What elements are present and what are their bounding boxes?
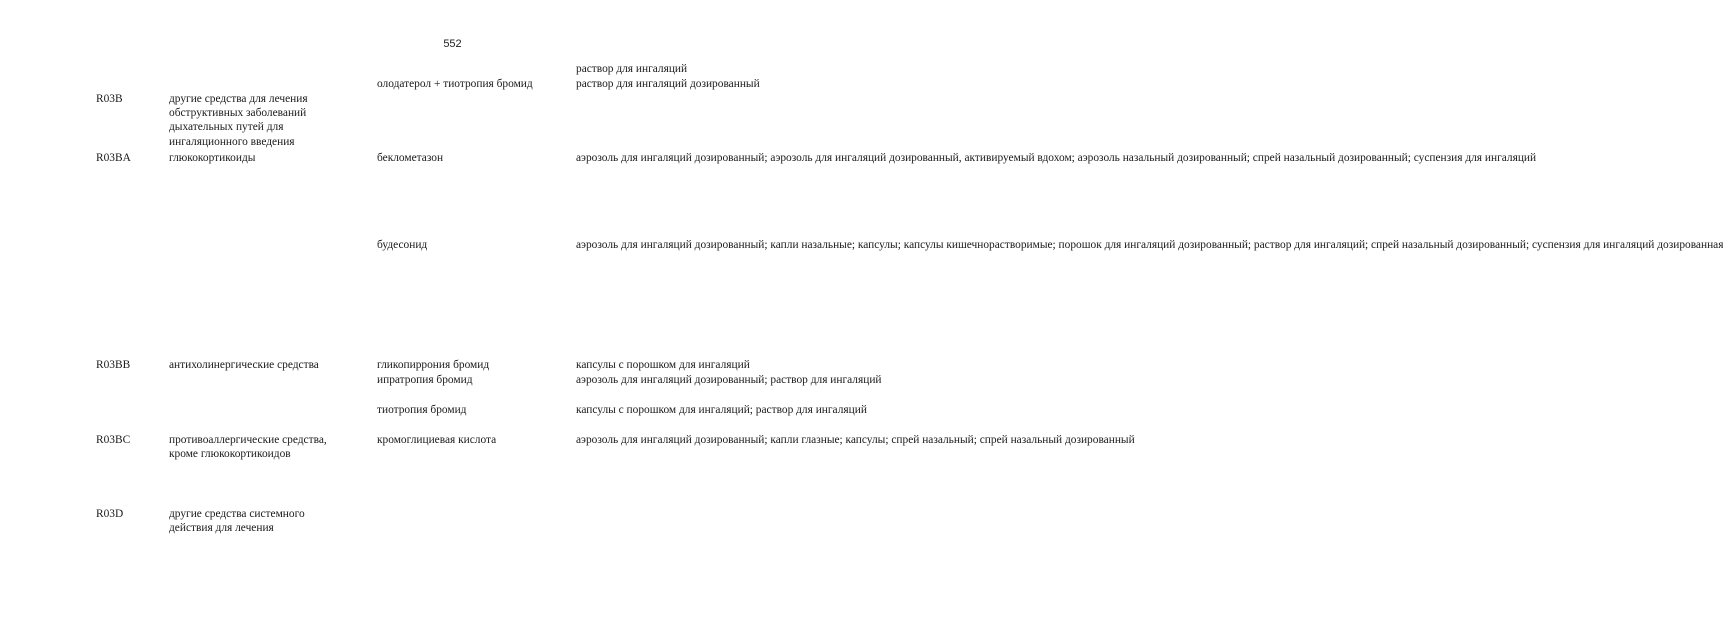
dosage-form-cell: аэрозоль для ингаляций дозированный; раствор для ингаляций bbox=[576, 374, 882, 386]
atc-group-cell: противоаллергические средства, кроме глюкокортикоидов bbox=[169, 434, 327, 461]
drug-name-cell: тиотропия бромид bbox=[377, 404, 467, 416]
drug-name-cell: ипратропия бромид bbox=[377, 374, 473, 386]
dosage-form-cell: аэрозоль для ингаляций дозированный; аэрозоль для ингаляций дозированный, активируемый вдохом; аэрозоль назальный дозированный; спрей назальный дозированный; суспензия для ингаляций bbox=[576, 152, 1537, 164]
dosage-form-cell: раствор для ингаляций bbox=[576, 63, 688, 75]
dosage-form-cell: капсулы с порошком для ингаляций bbox=[576, 359, 750, 371]
atc-code-cell: R03D bbox=[96, 508, 124, 520]
dosage-form-cell: аэрозоль для ингаляций дозированный; капли глазные; капсулы; спрей назальный; спрей назальный дозированный bbox=[576, 434, 1135, 446]
page-number: 552 bbox=[443, 38, 462, 50]
drug-name-cell: кромоглициевая кислота bbox=[377, 434, 497, 446]
atc-code-cell: R03BC bbox=[96, 434, 131, 446]
atc-code-cell: R03BB bbox=[96, 359, 131, 371]
atc-group-cell: глюкокортикоиды bbox=[169, 152, 256, 164]
atc-code-cell: R03B bbox=[96, 93, 123, 105]
drug-name-cell: беклометазон bbox=[377, 152, 444, 164]
dosage-form-cell: аэрозоль для ингаляций дозированный; капли назальные; капсулы; капсулы кишечнорастворимые; порошок для ингаляций дозированный; раствор для ингаляций; спрей назальный дозированный; суспензия для ингаляций дозированная bbox=[576, 239, 1723, 251]
atc-code-cell: R03BA bbox=[96, 152, 131, 164]
atc-group-cell: другие средства системного действия для лечения bbox=[169, 508, 305, 535]
drug-name-cell: олодатерол + тиотропия бромид bbox=[377, 78, 533, 90]
atc-group-cell: антихолинергические средства bbox=[169, 359, 319, 371]
dosage-form-cell: капсулы с порошком для ингаляций; раствор для ингаляций bbox=[576, 404, 867, 416]
drug-name-cell: гликопиррония бромид bbox=[377, 359, 490, 371]
dosage-form-cell: раствор для ингаляций дозированный bbox=[576, 78, 760, 90]
drug-name-cell: будесонид bbox=[377, 239, 428, 251]
atc-group-cell: другие средства для лечения обструктивных заболеваний дыхательных путей для ингаляционного введения bbox=[169, 93, 308, 148]
